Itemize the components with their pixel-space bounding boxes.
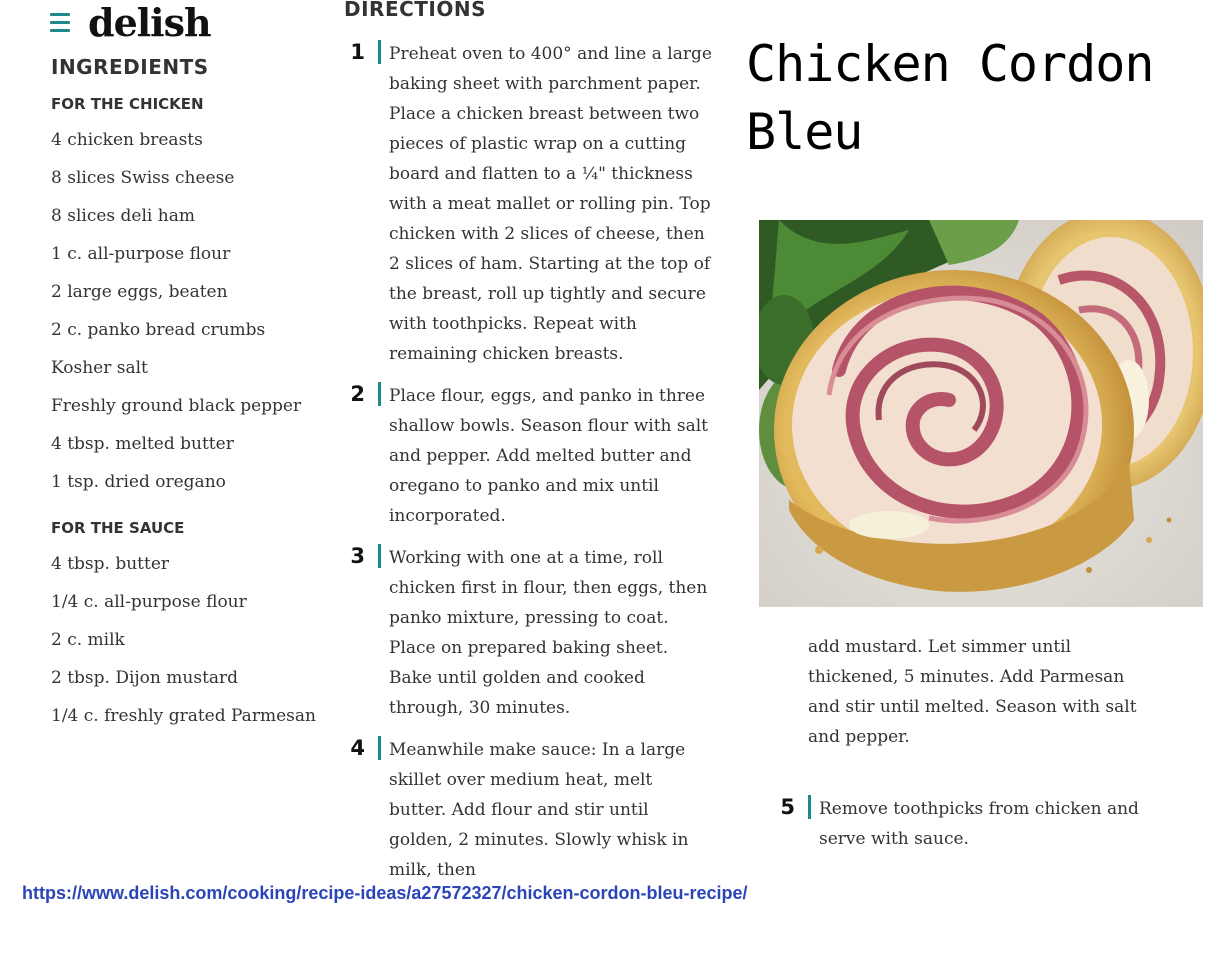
ingredient-item: 4 tbsp. melted butter xyxy=(51,434,234,454)
ingredient-item: 2 large eggs, beaten xyxy=(51,282,228,302)
directions-heading: DIRECTIONS xyxy=(344,0,487,21)
ingredient-item: 2 c. milk xyxy=(51,630,125,650)
ingredient-item: 1/4 c. freshly grated Parmesan xyxy=(51,706,316,726)
sauce-group-title: FOR THE SAUCE xyxy=(51,519,185,537)
ingredient-item: Freshly ground black pepper xyxy=(51,396,302,416)
step-number: 4 xyxy=(350,736,365,760)
sauce-ingredient-list xyxy=(51,553,316,743)
ingredient-item: 8 slices deli ham xyxy=(51,206,195,226)
step-accent-bar xyxy=(378,544,381,568)
step-accent-bar xyxy=(808,795,811,819)
chicken-ingredient-list xyxy=(51,129,301,509)
step-text: Place flour, eggs, and panko in three shallow bowls. Season flour with salt and pepper. Add melted butter and oregano to panko and mix until incorporated. xyxy=(389,386,709,526)
step-number: 5 xyxy=(780,795,795,819)
ingredient-item: 1 tsp. dried oregano xyxy=(51,472,226,492)
ingredient-item: Kosher salt xyxy=(51,358,148,378)
ingredient-item: 8 slices Swiss cheese xyxy=(51,168,235,188)
ingredient-item: 1/4 c. all-purpose flour xyxy=(51,592,247,612)
step-accent-bar xyxy=(378,40,381,64)
ingredient-item: 1 c. all-purpose flour xyxy=(51,244,231,264)
step-text: Meanwhile make sauce: In a large skillet over medium heat, melt butter. Add flour and stir until golden, 2 minutes. Slowly whisk in milk, then xyxy=(389,740,689,880)
ingredient-item: 4 chicken breasts xyxy=(51,130,203,150)
source-url-link[interactable]: https://www.delish.com/cooking/recipe-ideas/a27572327/chicken-cordon-bleu-recipe/ xyxy=(22,883,748,903)
ingredients-heading: INGREDIENTS xyxy=(51,55,209,79)
step-text: Working with one at a time, roll chicken first in flour, then eggs, then panko mixture, pressing to coat. Place on prepared baking sheet. Bake until golden and cooked through, 30 minutes. xyxy=(389,548,708,718)
step-number: 1 xyxy=(350,40,365,64)
ingredient-item: 2 tbsp. Dijon mustard xyxy=(51,668,239,688)
ingredient-item: 4 tbsp. butter xyxy=(51,554,170,574)
step-number: 2 xyxy=(350,382,365,406)
site-logo[interactable]: delish xyxy=(88,0,211,45)
step-accent-bar xyxy=(378,736,381,760)
ingredient-item: 2 c. panko bread crumbs xyxy=(51,320,266,340)
step-text-continuation: add mustard. Let simmer until thickened, 5 minutes. Add Parmesan and stir until melted. Season with salt and pepper. xyxy=(808,637,1137,747)
step-text: Remove toothpicks from chicken and serve with sauce. xyxy=(819,799,1139,849)
step-text: Preheat oven to 400° and line a large baking sheet with parchment paper. Place a chicken breast between two pieces of plastic wrap on a cutting board and flatten to a ¼" thickness with a meat mallet or rolling pin. Top chicken with 2 slices of cheese, then 2 slices of ham. Starting at the top of the breast, roll up tightly and secure with toothpicks. Repeat with remaining chicken breasts. xyxy=(389,44,712,364)
recipe-title: Chicken Cordon Bleu xyxy=(746,35,1154,161)
recipe-photo xyxy=(759,220,1203,607)
hamburger-menu-icon[interactable] xyxy=(50,13,70,33)
step-number: 3 xyxy=(350,544,365,568)
step-accent-bar xyxy=(378,382,381,406)
chicken-group-title: FOR THE CHICKEN xyxy=(51,95,204,113)
